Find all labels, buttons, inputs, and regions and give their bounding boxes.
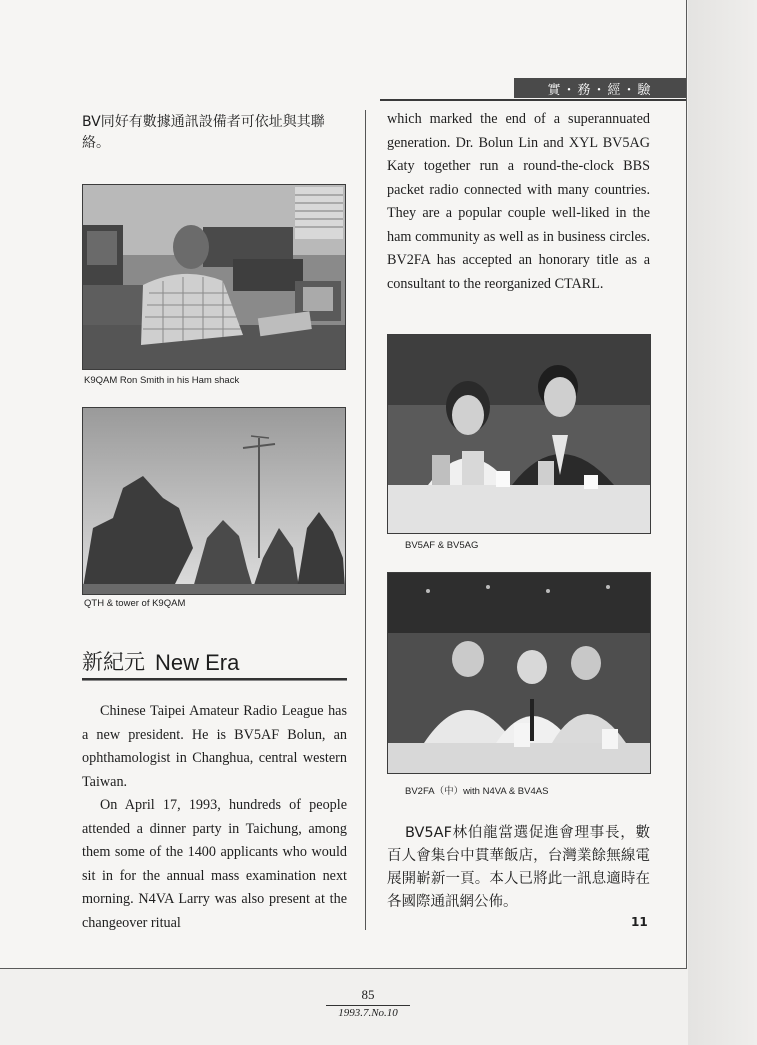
heading-en: New Era — [155, 650, 240, 675]
footer-rule — [326, 1005, 410, 1006]
issue-label: 1993.7.No.10 — [338, 1007, 398, 1019]
heading-cjk: 新紀元 — [82, 650, 145, 674]
page-number: 85 — [361, 987, 375, 1002]
photo-group — [387, 572, 651, 774]
end-mark: 11 — [631, 915, 648, 929]
right-cjk-text: BV5AF林伯龍當選促進會理事長，數百人會集台中貫華飯店，台灣業餘無線電展開嶄新一頁。本人已將此一訊息適時在各國際通訊網公佈。 — [387, 825, 650, 910]
column-divider — [365, 110, 366, 930]
right-top-text: which marked the end of a superannuated generation. Dr. Bolun Lin and XYL BV5AG Katy together run a round-the-clock BBS packet radio connected with many countries. They are a popular couple well-liked in the ham community as well as in business circles. BV2FA has accepted an honorary title as a consultant to the reorganized CTARL. — [387, 111, 650, 292]
caption-tower: QTH & tower of K9QAM — [84, 598, 186, 609]
left-body-paragraph-1: Chinese Taipei Amateur Radio League has a new president. He is BV5AF Bolun, an ophthamologist in Changhua, central western Taiwan. — [82, 703, 347, 790]
left-body-paragraph-2: On April 17, 1993, hundreds of people attended a dinner party in Taichung, among them some of the 1400 applicants who would sit in for the annual mass examination next morning. N4VA Larry was also present at the changeover ritual — [82, 797, 347, 931]
caption-couple: BV5AF & BV5AG — [405, 540, 479, 551]
photo-ham-shack — [82, 184, 346, 370]
section-tab: 實・務・經・驗 — [514, 78, 686, 98]
left-body-text — [82, 700, 347, 935]
photo-couple-image — [388, 335, 650, 533]
heading-underline — [82, 680, 347, 681]
photo-ham-shack-image — [83, 185, 345, 369]
photo-tower-image — [83, 408, 345, 594]
photo-group-image — [388, 573, 650, 773]
left-top-cjk-text: BV同好有數據通訊設備者可依址與其聯絡。 — [82, 114, 325, 151]
top-rule — [380, 99, 686, 101]
photo-tower — [82, 407, 346, 595]
caption-group: BV2FA（中）with N4VA & BV4AS — [405, 786, 549, 797]
photo-couple — [387, 334, 651, 534]
section-heading — [82, 640, 347, 680]
page-edge-shadow — [688, 0, 757, 1045]
right-cjk-paragraph — [387, 822, 650, 914]
caption-ham-shack: K9QAM Ron Smith in his Ham shack — [84, 375, 240, 386]
